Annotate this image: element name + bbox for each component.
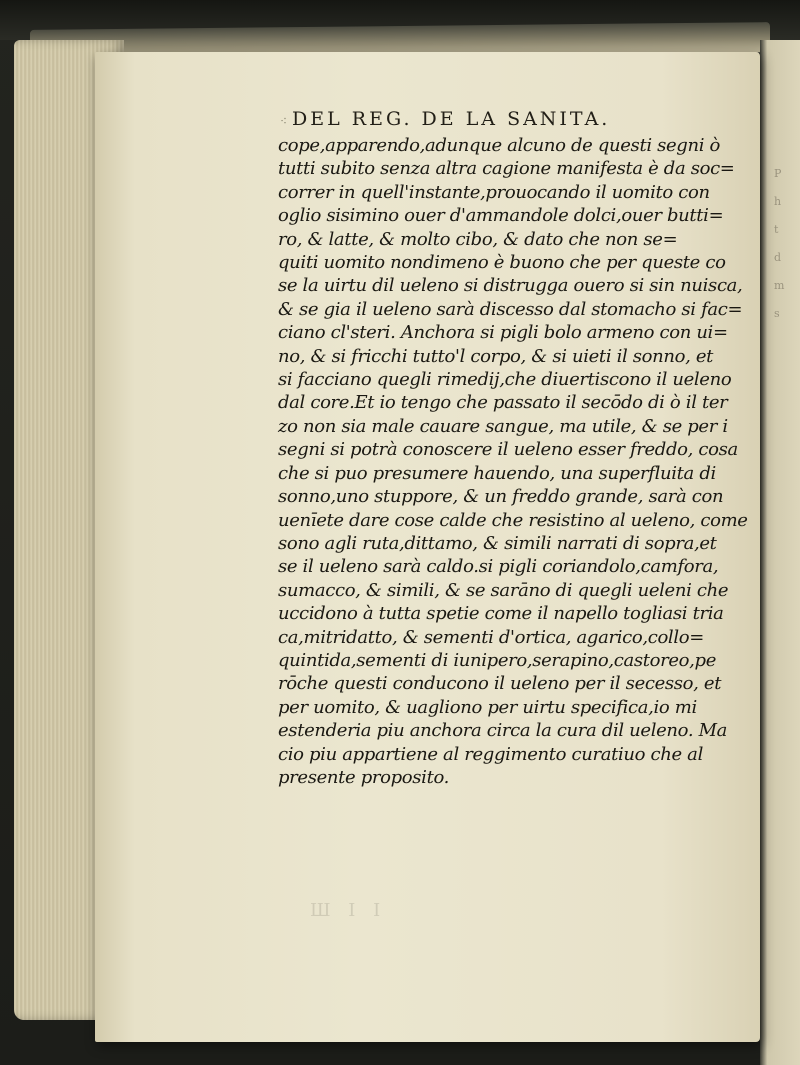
text-line: presente proposito. xyxy=(278,766,450,788)
text-line: dal core.Et io tengo che passato il secōdo di ò il ter xyxy=(278,392,728,414)
text-line: correr in quell'instante,prouocando il uomito con xyxy=(278,181,710,203)
text-line: cio piu appartiene al reggimento curatiuo che al xyxy=(278,743,703,765)
text-line: ro, & latte, & molto cibo, & dato che non se= xyxy=(278,228,678,250)
show-through-text: Ш I I xyxy=(310,900,387,921)
page-content xyxy=(278,108,748,789)
text-line: uccidono à tutta spetie come il napello togliasi tria xyxy=(278,603,724,625)
text-line: ca,mitridatto, & sementi d'ortica, agarico,collo= xyxy=(278,626,704,648)
text-line: tutti subito senza altra cagione manifesta è da soc= xyxy=(278,158,735,180)
text-line: per uomito, & uagliono per uirtu specifica,io mi xyxy=(278,696,697,718)
text-line: se la uirtu dil ueleno si distrugga ouero si sin nuisca, xyxy=(278,275,743,297)
text-line: sono agli ruta,dittamo, & simili narrati di sopra,et xyxy=(278,532,717,554)
text-line: quiti uomito nondimeno è buono che per queste co xyxy=(278,252,726,274)
text-line: sumacco, & simili, & se sarāno di quegli ueleni che xyxy=(278,579,729,601)
running-head-title: DEL REG. DE LA SANITA. xyxy=(292,108,611,130)
text-line: rōche questi conducono il ueleno per il secesso, et xyxy=(278,673,722,695)
text-line: ciano cl'steri. Anchora si pigli bolo armeno con ui= xyxy=(278,322,728,344)
body-text xyxy=(278,134,748,789)
text-line: si facciano quegli rimedij,che diuertiscono il ueleno xyxy=(278,369,732,391)
text-line: quintida,sementi di iunipero,serapino,castoreo,pe xyxy=(278,649,717,671)
text-line: oglio sisimino ouer d'ammandole dolci,ouer butti= xyxy=(278,205,724,227)
text-line: sonno,uno stuppore, & un freddo grande, sarà con xyxy=(278,486,724,508)
text-line: cope,apparendo,adunque alcuno de questi segni ò xyxy=(278,135,720,156)
text-line: uenīete dare cose calde che resistino al ueleno, come xyxy=(278,509,748,531)
text-line: segni si potrà conoscere il ueleno esser freddo, cosa xyxy=(278,439,738,461)
text-line: estenderia piu anchora circa la cura dil ueleno. Ma xyxy=(278,720,728,742)
facing-page-text: P h t d m s xyxy=(774,167,785,320)
running-head xyxy=(280,108,738,130)
text-line: & se gia il ueleno sarà discesso dal stomacho si fac= xyxy=(278,298,743,320)
text-line: che si puo presumere hauendo, una superfluita di xyxy=(278,462,716,484)
ornament-icon: ⁖ xyxy=(280,114,289,128)
text-line: zo non sia male cauare sangue, ma utile, & se per i xyxy=(278,415,728,437)
facing-page-fragment xyxy=(760,40,800,1065)
text-line: no, & si fricchi tutto'l corpo, & si uieti il sonno, et xyxy=(278,345,714,367)
text-line: se il ueleno sarà caldo.si pigli coriandolo,camfora, xyxy=(278,556,719,578)
